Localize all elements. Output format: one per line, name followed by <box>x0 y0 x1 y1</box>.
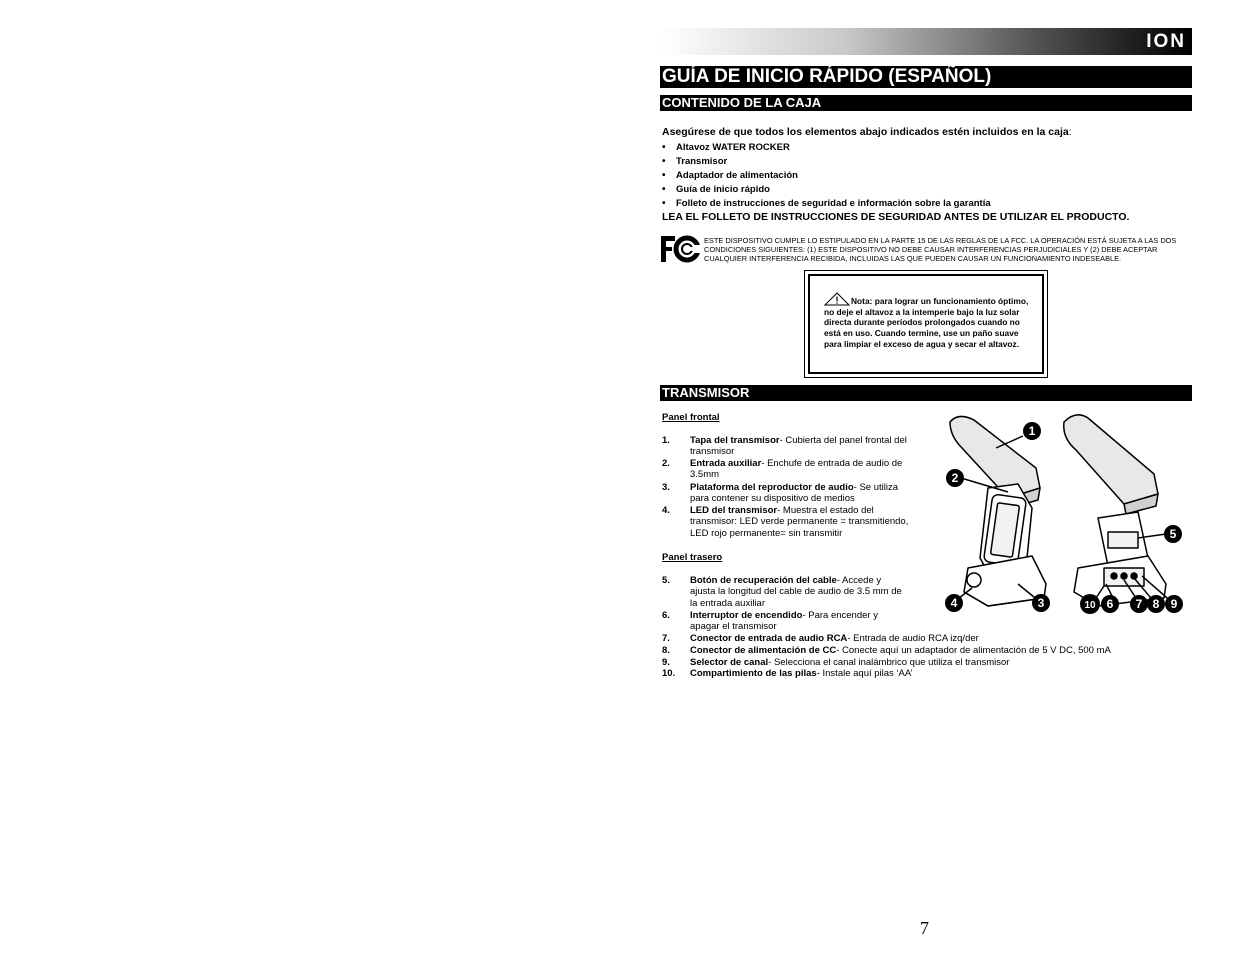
note-text-block <box>824 292 1036 350</box>
box-contents-intro <box>662 126 1072 138</box>
section-heading-box-contents: CONTENIDO DE LA CAJA <box>660 95 1192 111</box>
rear-panel-label: Panel trasero <box>662 552 723 563</box>
svg-text:8: 8 <box>1152 597 1160 611</box>
header-banner <box>660 28 1192 55</box>
fcc-logo-icon <box>660 234 700 264</box>
intro-text: Asegúrese de que todos los elementos abajo indicados estén incluidos en la caja <box>662 126 1069 138</box>
svg-text:1: 1 <box>1028 424 1036 438</box>
safety-warning: LEA EL FOLLETO DE INSTRUCCIONES DE SEGURIDAD ANTES DE UTILIZAR EL PRODUCTO. <box>662 211 1130 223</box>
box-contents-list <box>662 141 991 211</box>
svg-text:5: 5 <box>1169 527 1177 541</box>
front-panel-label: Panel frontal <box>662 412 720 423</box>
ion-logo: ION <box>1146 31 1186 52</box>
svg-text:9: 9 <box>1170 597 1178 611</box>
svg-text:7: 7 <box>1135 597 1143 611</box>
fcc-statement: ESTE DISPOSITIVO CUMPLE LO ESTIPULADO EN LA PARTE 15 DE LAS REGLAS DE LA FCC. LA OPERACIÓN ESTÁ SUJETA A LAS DOS CONDICIONES SIGUIENTES: (1) ESTE DISPOSITIVO NO DEBE CAUSAR INTERFERENCIAS PERJUDICIALES Y (2) DEBE ACEPTAR CUALQUIER INTERFERENCIA RECIBIDA, INCLUIDAS LAS QUE PUEDEN CAUSAR UN FUNCIONAMIENTO INDESEABLE. <box>704 236 1177 263</box>
page-title: GUÍA DE INICIO RÁPIDO (ESPAÑOL) <box>660 66 1192 88</box>
intro-colon: : <box>1068 126 1072 138</box>
list-item: • Transmisor <box>662 155 991 169</box>
list-item: • Adaptador de alimentación <box>662 169 991 183</box>
note-box <box>804 270 1048 378</box>
list-item: • Altavoz WATER ROCKER <box>662 141 991 155</box>
list-item: • Guía de inicio rápido <box>662 183 991 197</box>
svg-text:6: 6 <box>1106 597 1114 611</box>
svg-text:2: 2 <box>951 471 959 485</box>
list-item: • Folleto de instrucciones de seguridad e información sobre la garantía <box>662 197 991 211</box>
section-heading-transmitter: TRANSMISOR <box>660 385 1192 401</box>
note-text: Nota: para lograr un funcionamiento óptimo, no deje el altavoz a la intemperie bajo la luz solar directa durante períodos prolongados cuando no está en uso. Cuando termine, use un paño suave para limpiar el exceso de agua y secar el altavoz. <box>824 296 1029 349</box>
svg-text:4: 4 <box>950 596 958 610</box>
svg-text:10: 10 <box>1084 600 1096 611</box>
transmitter-illustration <box>928 408 1190 620</box>
warning-triangle-icon <box>824 292 850 306</box>
page-number: 7 <box>920 918 929 938</box>
svg-text:3: 3 <box>1037 596 1045 610</box>
